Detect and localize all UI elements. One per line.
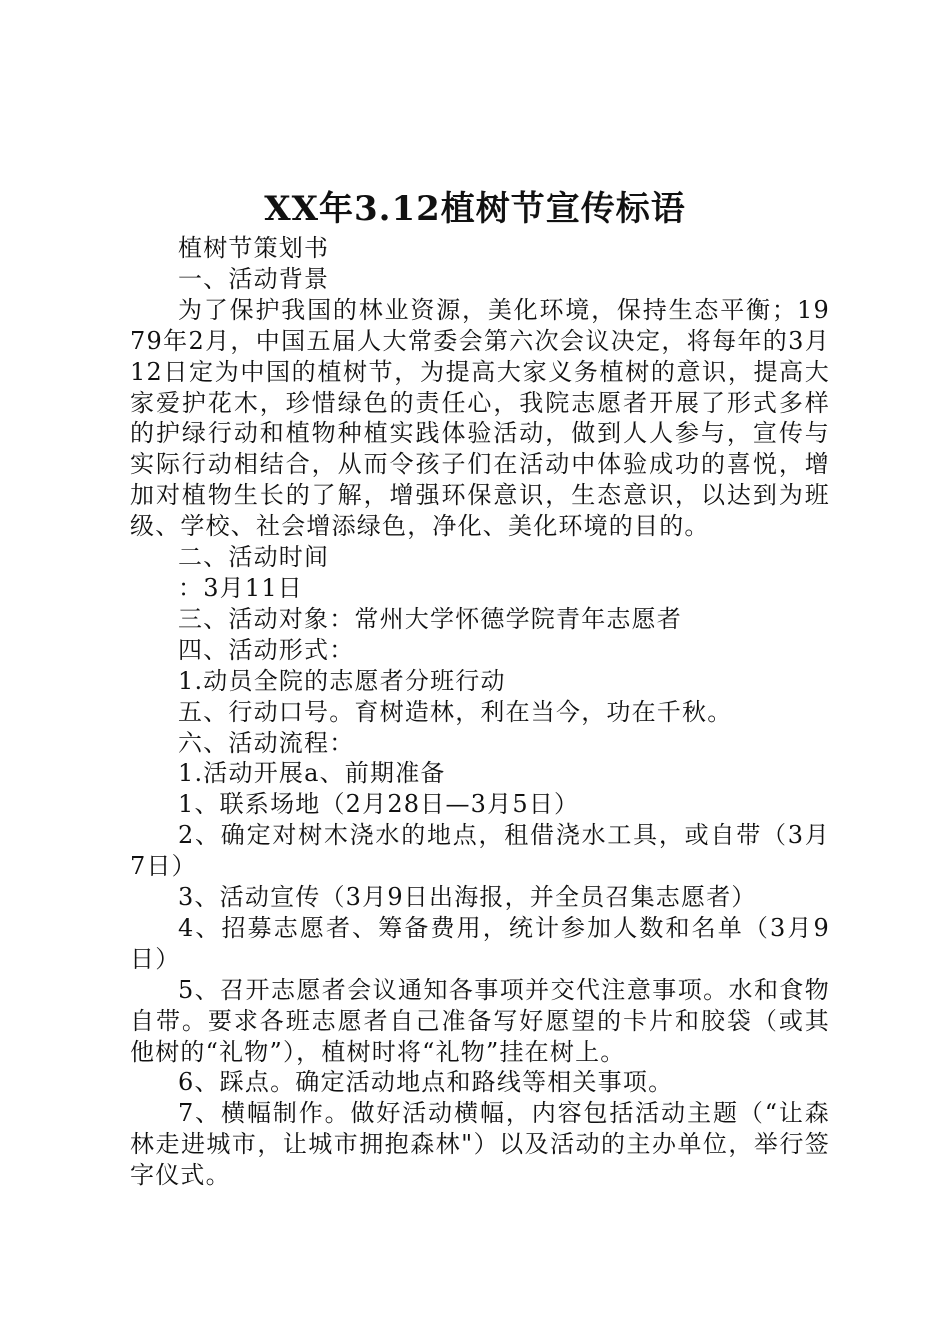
paragraph-section-slogan: 五、行动口号。育树造林，利在当今，功在千秋。	[178, 697, 733, 726]
paragraph-background-text: 为了保护我国的林业资源，美化环境，保持生态平衡；1979年2月，中国五届人大常委会第六次会议决定，将每年的3月12日定为中国的植树节，为提高大家义务植树的意识，提高大家爱护花木，珍惜绿色的责任心，我院志愿者开展了形式多样的护绿行动和植物种植实践体验活动，做到人人参与，宣传与实际行动相结合，从而令孩子们在活动中体验成功的喜悦，增加对植物生长的了解，增强环保意识，生态意识，以达到为班级、学校、社会增添绿色，净化、美化环境的目的。	[130, 295, 830, 541]
paragraph-section-process: 六、活动流程：	[178, 728, 355, 757]
paragraph-section-audience: 三、活动对象：常州大学怀德学院青年志愿者	[178, 604, 682, 633]
paragraph-step-7: 7、横幅制作。做好活动横幅，内容包括活动主题（“让森林走进城市，让城市拥抱森林"）以及活动的主办单位，举行签字仪式。	[130, 1099, 830, 1190]
paragraph-format-text: 1.动员全院的志愿者分班行动	[178, 666, 506, 695]
document-body	[130, 233, 830, 1191]
paragraph-step-1: 1、联系场地（2月28日—3月5日）	[178, 790, 580, 819]
paragraph-time-text: ：3月11日	[178, 573, 304, 602]
paragraph-section-background: 一、活动背景	[178, 264, 330, 293]
paragraph-step-6: 6、踩点。确定活动地点和路线等相关事项。	[178, 1068, 674, 1097]
paragraph-section-time: 二、活动时间	[178, 543, 330, 572]
paragraph-step-3: 3、活动宣传（3月9日出海报，并全员召集志愿者）	[178, 883, 757, 912]
paragraph-plan-heading: 植树节策划书	[178, 234, 330, 262]
paragraph-step-2: 2、确定对树木浇水的地点，租借浇水工具，或自带（3月7日）	[130, 821, 830, 881]
paragraph-process-prep: 1.活动开展a、前期准备	[178, 759, 446, 788]
paragraph-step-5: 5、召开志愿者会议通知各事项并交代注意事项。水和食物自带。要求各班志愿者自己准备写好愿望的卡片和胶袋（或其他树的“礼物”），植树时将“礼物”挂在树上。	[130, 975, 830, 1066]
paragraph-step-4: 4、招募志愿者、筹备费用，统计参加人数和名单（3月9日）	[130, 913, 830, 973]
paragraph-section-format: 四、活动形式：	[178, 635, 355, 664]
document-title: XX年3.12植树节宣传标语	[264, 189, 686, 229]
